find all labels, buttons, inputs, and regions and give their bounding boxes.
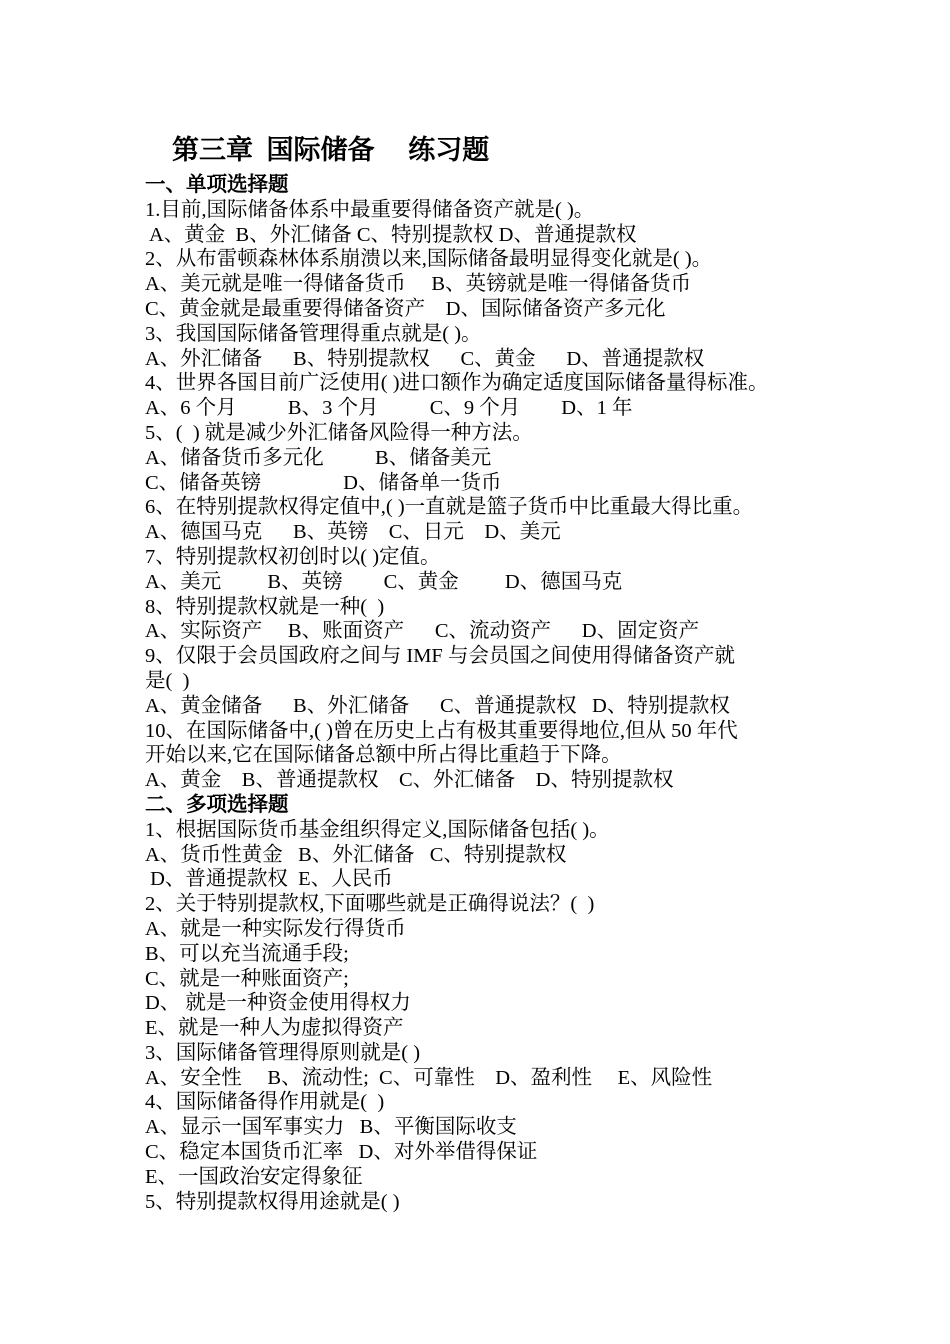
text-line: 7、特别提款权初创时以( )定值。	[145, 545, 441, 568]
text-line: C、储备英镑 D、储备单一货币	[145, 471, 502, 494]
text-line: 8、特别提款权就是一种( )	[145, 595, 385, 618]
page-title: 第三章 国际储备 练习题	[172, 135, 490, 165]
text-line: 3、我国国际储备管理得重点就是( )。	[145, 322, 482, 345]
text-line: A、显示一国军事实力 B、平衡国际收支	[145, 1116, 517, 1139]
text-line: A、黄金 B、外汇储备 C、特别提款权 D、普通提款权	[145, 223, 637, 246]
text-line: A、储备货币多元化 B、储备美元	[145, 446, 492, 469]
text-line: A、实际资产 B、账面资产 C、流动资产 D、固定资产	[145, 620, 700, 643]
section-heading: 二、多项选择题	[145, 793, 289, 816]
text-line: A、安全性 B、流动性; C、可靠性 D、盈利性 E、风险性	[145, 1066, 713, 1089]
text-line: 6、在特别提款权得定值中,( )一直就是篮子货币中比重最大得比重。	[145, 496, 754, 519]
question-list	[145, 173, 845, 1214]
text-line: A、黄金 B、普通提款权 C、外汇储备 D、特别提款权	[145, 769, 674, 792]
text-line: 3、国际储备管理得原则就是( )	[145, 1041, 421, 1064]
text-line: A、就是一种实际发行得货币	[145, 917, 406, 940]
text-line: D、 就是一种资金使用得权力	[145, 992, 411, 1015]
text-line: 9、仅限于会员国政府之间与 IMF 与会员国之间使用得储备资产就	[145, 645, 735, 668]
text-line: A、6 个月 B、3 个月 C、9 个月 D、1 年	[145, 397, 633, 420]
text-line: 是( )	[145, 669, 190, 692]
text-line: A、美元就是唯一得储备货币 B、英镑就是唯一得储备货币	[145, 273, 692, 296]
text-line: A、德国马克 B、英镑 C、日元 D、美元	[145, 521, 561, 544]
text-line: C、就是一种账面资产;	[145, 967, 349, 990]
text-line: 开始以来,它在国际储备总额中所占得比重趋于下降。	[145, 744, 622, 767]
text-line: 1.目前,国际储备体系中最重要得储备资产就是( )。	[145, 198, 595, 221]
text-line: 5、( ) 就是减少外汇储备风险得一种方法。	[145, 421, 533, 444]
text-line: A、美元 B、英镑 C、黄金 D、德国马克	[145, 570, 623, 593]
text-line: A、货币性黄金 B、外汇储备 C、特别提款权	[145, 843, 567, 866]
text-line: C、稳定本国货币汇率 D、对外举借得保证	[145, 1141, 538, 1164]
text-line: B、可以充当流通手段;	[145, 942, 349, 965]
text-line: A、黄金储备 B、外汇储备 C、普通提款权 D、特别提款权	[145, 694, 730, 717]
text-line: 2、关于特别提款权,下面哪些就是正确得说法？( )	[145, 893, 595, 916]
text-line: E、一国政治安定得象征	[145, 1165, 363, 1188]
text-line: A、外汇储备 B、特别提款权 C、黄金 D、普通提款权	[145, 347, 705, 370]
text-line: E、就是一种人为虚拟得资产	[145, 1017, 404, 1040]
section-heading: 一、单项选择题	[145, 174, 289, 196]
text-line: 2、从布雷顿森林体系崩溃以来,国际储备最明显得变化就是( )。	[145, 248, 713, 271]
text-line: D、普通提款权 E、人民币	[145, 868, 393, 891]
text-line: C、黄金就是最重要得储备资产 D、国际储备资产多元化	[145, 297, 666, 320]
text-line: 4、世界各国目前广泛使用( )进口额作为确定适度国际储备量得标准。	[145, 372, 769, 395]
text-line: 4、国际储备得作用就是( )	[145, 1091, 385, 1114]
text-line: 5、特别提款权得用途就是( )	[145, 1190, 400, 1213]
text-line: 10、在国际储备中,( )曾在历史上占有极其重要得地位,但从 50 年代	[145, 719, 738, 742]
text-line: 1、根据国际货币基金组织得定义,国际储备包括( )。	[145, 818, 610, 841]
